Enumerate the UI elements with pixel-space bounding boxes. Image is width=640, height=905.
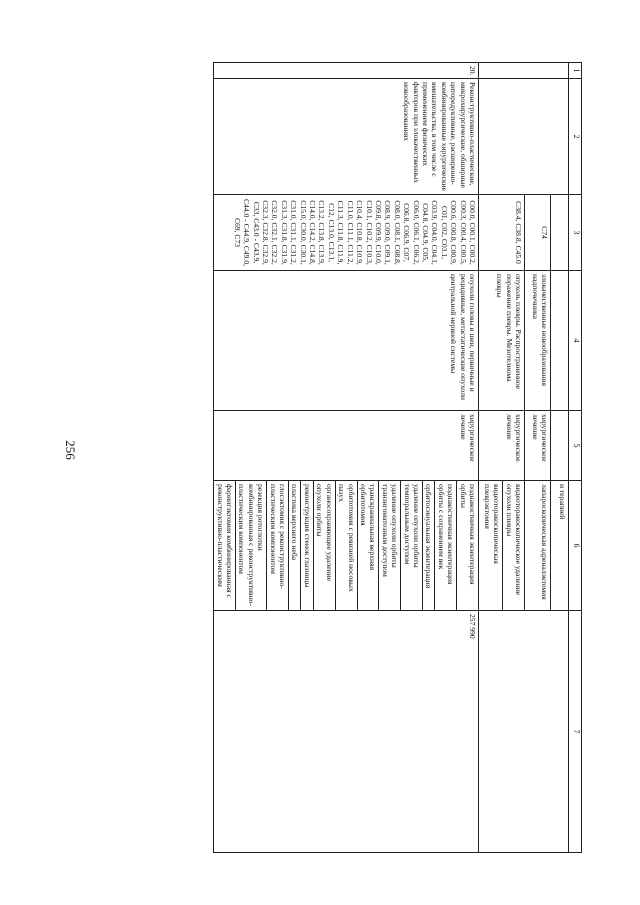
col-header: 5	[569, 411, 582, 481]
diagnosis: злокачественные новообразования надпочечника	[525, 271, 551, 411]
icd-codes: C00.0, C00.1, C00.2, C00.3, C00.4, C00.5, C00.6, C00.8, C00.9, C01, C02, C03.1, C03.9, C04.0, C04.1, C04.8, C04.9, C05, C06.0, C06.1, C06.2, C06.8, C06.9, C07, C08.0, C08.1, C08.8, C08.9, C09.0, C09.1, C09.8, C09.9, C10.0, C10.1, C10.2, C10.3, C10.4, C10.8, C10.9, C11.0, C11.1, C11.2, C11.3, C11.8, C11.9, C12, C13.0, C13.1, C13.2, C13.8, C13.9, C14.0, C14.2, C14.8, C15.0, C30.0, C30.1, C31.0, C31.1, C31.2, C31.3, C31.8, C31.9, C32.0, C32.1, C32.2, C32.3, C32.8, C32.9, C33, C43.0 - C43.9, C44.0 - C44.9, C49.0, C69, C73	[214, 195, 479, 271]
treatment-method: фарингэктомия комбинированная с реконструктивно-пластическим	[215, 484, 235, 598]
header-row	[569, 63, 582, 853]
icd-codes: C74	[525, 195, 551, 271]
col-header: 6	[569, 481, 582, 611]
col-header: 2	[569, 79, 582, 195]
treatment-method: глосэктомия с реконструктивно-пластическим компонентом	[266, 481, 288, 610]
treatment-method: видеоторакоскопическая плеврэктомия	[482, 484, 502, 564]
row-number: 20.	[214, 63, 479, 79]
treatment-type: хирургическое лечение	[479, 411, 525, 481]
treatment-type: хирургическое лечение	[525, 411, 551, 481]
treatment-method: удаление опухоли орбиты темпоральным доступом	[400, 481, 422, 610]
treatment-method: пластика верхнего неба	[288, 481, 300, 610]
treatment-method: орбитотомия с ревизией носовых пазух	[335, 481, 357, 610]
treatment-method: резекция ротоглотки комбинированная с реконструктивно-пластическим компонентом	[235, 481, 266, 610]
treatment-method: видеоторакоскопическое удаление опухоли плевры	[502, 481, 524, 610]
col-header: 3	[569, 195, 582, 271]
treatment-method: лапароскопическая адреналэктомия	[525, 481, 551, 611]
rotated-table-wrapper	[82, 62, 582, 852]
col-header: 7	[569, 611, 582, 853]
service-name: Реконструктивно-пластические, микрохирургические, обширные циторедуктивные, расширенно-комбинированные хирургические вмешательства, в том числе с применением физических факторов при злокачественных новообразованиях	[214, 79, 479, 195]
table-row	[214, 63, 479, 853]
treatment-type: хирургическое лечение	[214, 411, 479, 481]
col-header: 1	[569, 63, 582, 79]
treatment-method: удаление опухоли орбиты транзигоматозным доступом	[378, 481, 400, 610]
treatment-method: поднакостничная экзентерация орбиты	[456, 481, 478, 610]
diagnosis: опухоль плевры. Распространенное поражение плевры. Мезотелиома плевры	[479, 271, 525, 411]
cost: 257 990	[214, 611, 479, 853]
treatment-method: орбитосинуальная экзентерация	[422, 481, 434, 610]
treatment-method: поднакостничная экзентерация орбиты с сохранением век	[434, 481, 456, 610]
page-number: 256	[63, 440, 78, 460]
treatment-method: органосохраняющее удаление опухоли орбиты	[313, 481, 335, 610]
treatment-method: и терапией	[551, 481, 569, 611]
treatment-method: реконструкция стенок глазницы	[301, 481, 313, 610]
treatment-method: транскраниальная верхняя орбитотомия	[357, 481, 379, 610]
col-header: 4	[569, 271, 582, 411]
medical-services-table	[213, 62, 582, 853]
diagnosis: опухоли головы и шеи, первичные и рецидивные, метастатические опухоли центральной нервной системы	[214, 271, 479, 411]
table-row	[551, 63, 569, 853]
icd-codes: C38.4, C38.8, C45.0	[479, 195, 525, 271]
